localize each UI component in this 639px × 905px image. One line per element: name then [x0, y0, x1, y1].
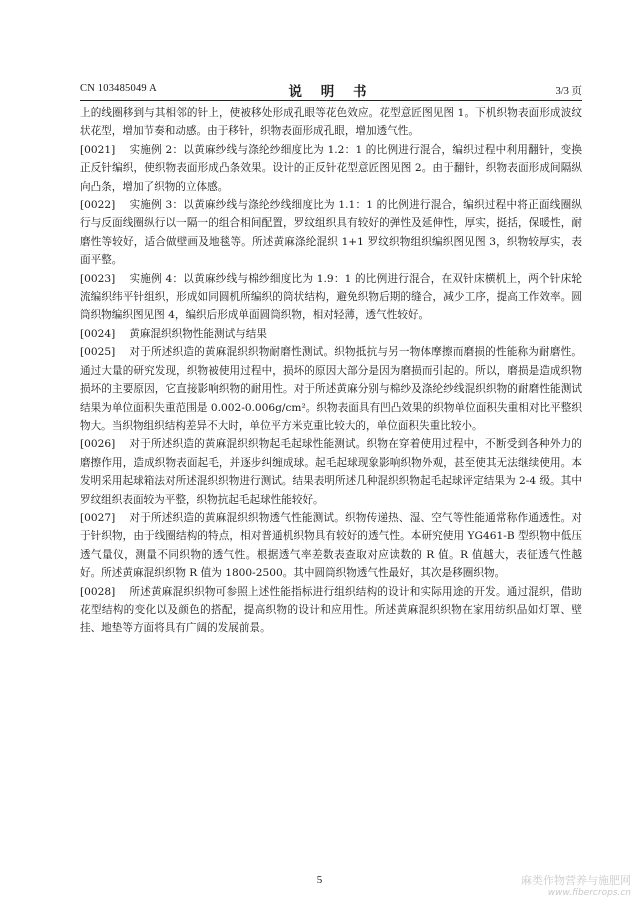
header-divider: [80, 100, 582, 101]
paragraph-0023: [80, 270, 582, 325]
paragraph-0028: [80, 583, 582, 638]
paragraph-text: 实施例 3：以黄麻纱线与涤纶纱线细度比为 1.1：1 的比例进行混合，编织过程中将正面线圈纵行与反面线圈纵行以一隔一的组合相间配置，罗纹组织具有较好的弹性及延伸性，厚实，挺括，保暖性，耐磨性等较好，适合做壁画及地毯等。所述黄麻涤纶混织 1+1 罗纹织物组织编织图见图 3，织物较厚实，表面平整。: [80, 199, 582, 267]
paragraph-0025: [80, 343, 582, 435]
section-heading: 黄麻混织织物性能测试与结果: [129, 327, 267, 340]
document-number: CN 103485049 A: [80, 83, 157, 94]
watermark-text: 麻类作物营养与施肥网: [521, 874, 631, 887]
watermark-url: www.fibercrops.cn: [547, 888, 631, 898]
paragraph-number: [0023]: [80, 272, 116, 285]
paragraph-text: 上的线圈移到与其相邻的针上，使被移处形成孔眼等花色效应。花型意匠图见图 1。下机织物表面形成波纹状花型，增加节奏和动感。由于移针，织物表面形成孔眼，增加透气性。: [80, 107, 582, 138]
paragraph-number: [0021]: [80, 143, 116, 156]
paragraph-text: 实施例 4：以黄麻纱线与棉纱细度比为 1.9：1 的比例进行混合，在双针床横机上，两个针床轮流编织纬平针组织，形成如同圆机所编织的筒状结构，避免织物后期的缝合，减少工序，提高工作效率。圆筒织物编织图见图 4，编织后形成单面圆筒织物，相对轻薄，透气性较好。: [80, 272, 582, 322]
paragraph-continuation: [80, 104, 582, 141]
paragraph-number: [0022]: [80, 199, 116, 212]
page-number: 5: [316, 874, 323, 886]
document-header: [80, 80, 582, 98]
paragraph-0021: [80, 141, 582, 196]
paragraph-number: [0027]: [80, 511, 116, 524]
paragraph-0022: [80, 196, 582, 270]
paragraph-text: 对于所述织造的黄麻混织织物起毛起球性能测试。织物在穿着使用过程中，不断受到各种外力的磨擦作用，造成织物表面起毛，并逐步纠缠成球。起毛起球现象影响织物外观，甚至使其无法继续使用。本发明采用起球箱法对所述混织织物进行测试。结果表明所述几种混织织物起毛起球评定结果为 2-4 级。其中罗纹组织表面较为平整，织物抗起毛起球性能较好。: [80, 438, 582, 506]
document-title: 说 明 书: [288, 84, 374, 100]
site-watermark: [521, 875, 631, 899]
paragraph-number: [0025]: [80, 346, 116, 359]
paragraph-text: 所述黄麻混织织物可参照上述性能指标进行组织结构的设计和实际用途的开发。通过混织，借助花型结构的变化以及颜色的搭配，提高织物的设计和应用性。所述黄麻混织织物在家用纺织品如灯罩、壁挂、地垫等方面将具有广阔的发展前景。: [80, 585, 582, 635]
paragraph-0026: [80, 435, 582, 509]
paragraph-number: [0026]: [80, 438, 116, 451]
paragraph-number: [0028]: [80, 585, 116, 598]
paragraph-text: 对于所述织造的黄麻混织织物透气性能测试。织物传递热、湿、空气等性能通常称作通透性。对于针织物，由于线圈结构的特点，相对普通机织物具有较好的透气性。本研究使用 YG461-B 型织物中低压透气量仪，测量不同织物的透气性。根据透气率差数表查取对应读数的 R 值。R 值越大，表征透气性越好。所述黄麻混织织物 R 值为 1800-2500。其中圆筒织物透气性最好，其次是移圈织物。: [80, 511, 582, 580]
page-info: 3/3 页: [555, 86, 582, 97]
document-body: [80, 104, 582, 638]
paragraph-0024: [80, 325, 582, 343]
paragraph-text: 实施例 2：以黄麻纱线与涤纶纱细度比为 1.2：1 的比例进行混合，编织过程中利用翻针，变换正反针编织，使织物表面形成凸条效果。设计的正反针花型意匠图见图 2。由于翻针，织物表面形成间隔纵向凸条，增加了织物的立体感。: [80, 143, 582, 193]
paragraph-text: 对于所述织造的黄麻混织织物耐磨性测试。织物抵抗与另一物体摩擦而磨损的性能称为耐磨性。通过大量的研究发现，织物被使用过程中，损坏的原因大部分是因为磨损而引起的。所以，磨损是造成织物损坏的主要原因，它直接影响织物的耐用性。对于所述黄麻分别与棉纱及涤纶纱线混织织物的耐磨性能测试结果为单位面积失重范围是 0.002-0.006g/cm²。织物表面具有凹凸效果的织物单位面积失重相对比平整织物大。当织物组织结构差异不大时，单位平方米克重比较大的，单位面积失重比较小。: [80, 346, 582, 432]
paragraph-number: [0024]: [80, 327, 116, 340]
paragraph-0027: [80, 509, 582, 583]
